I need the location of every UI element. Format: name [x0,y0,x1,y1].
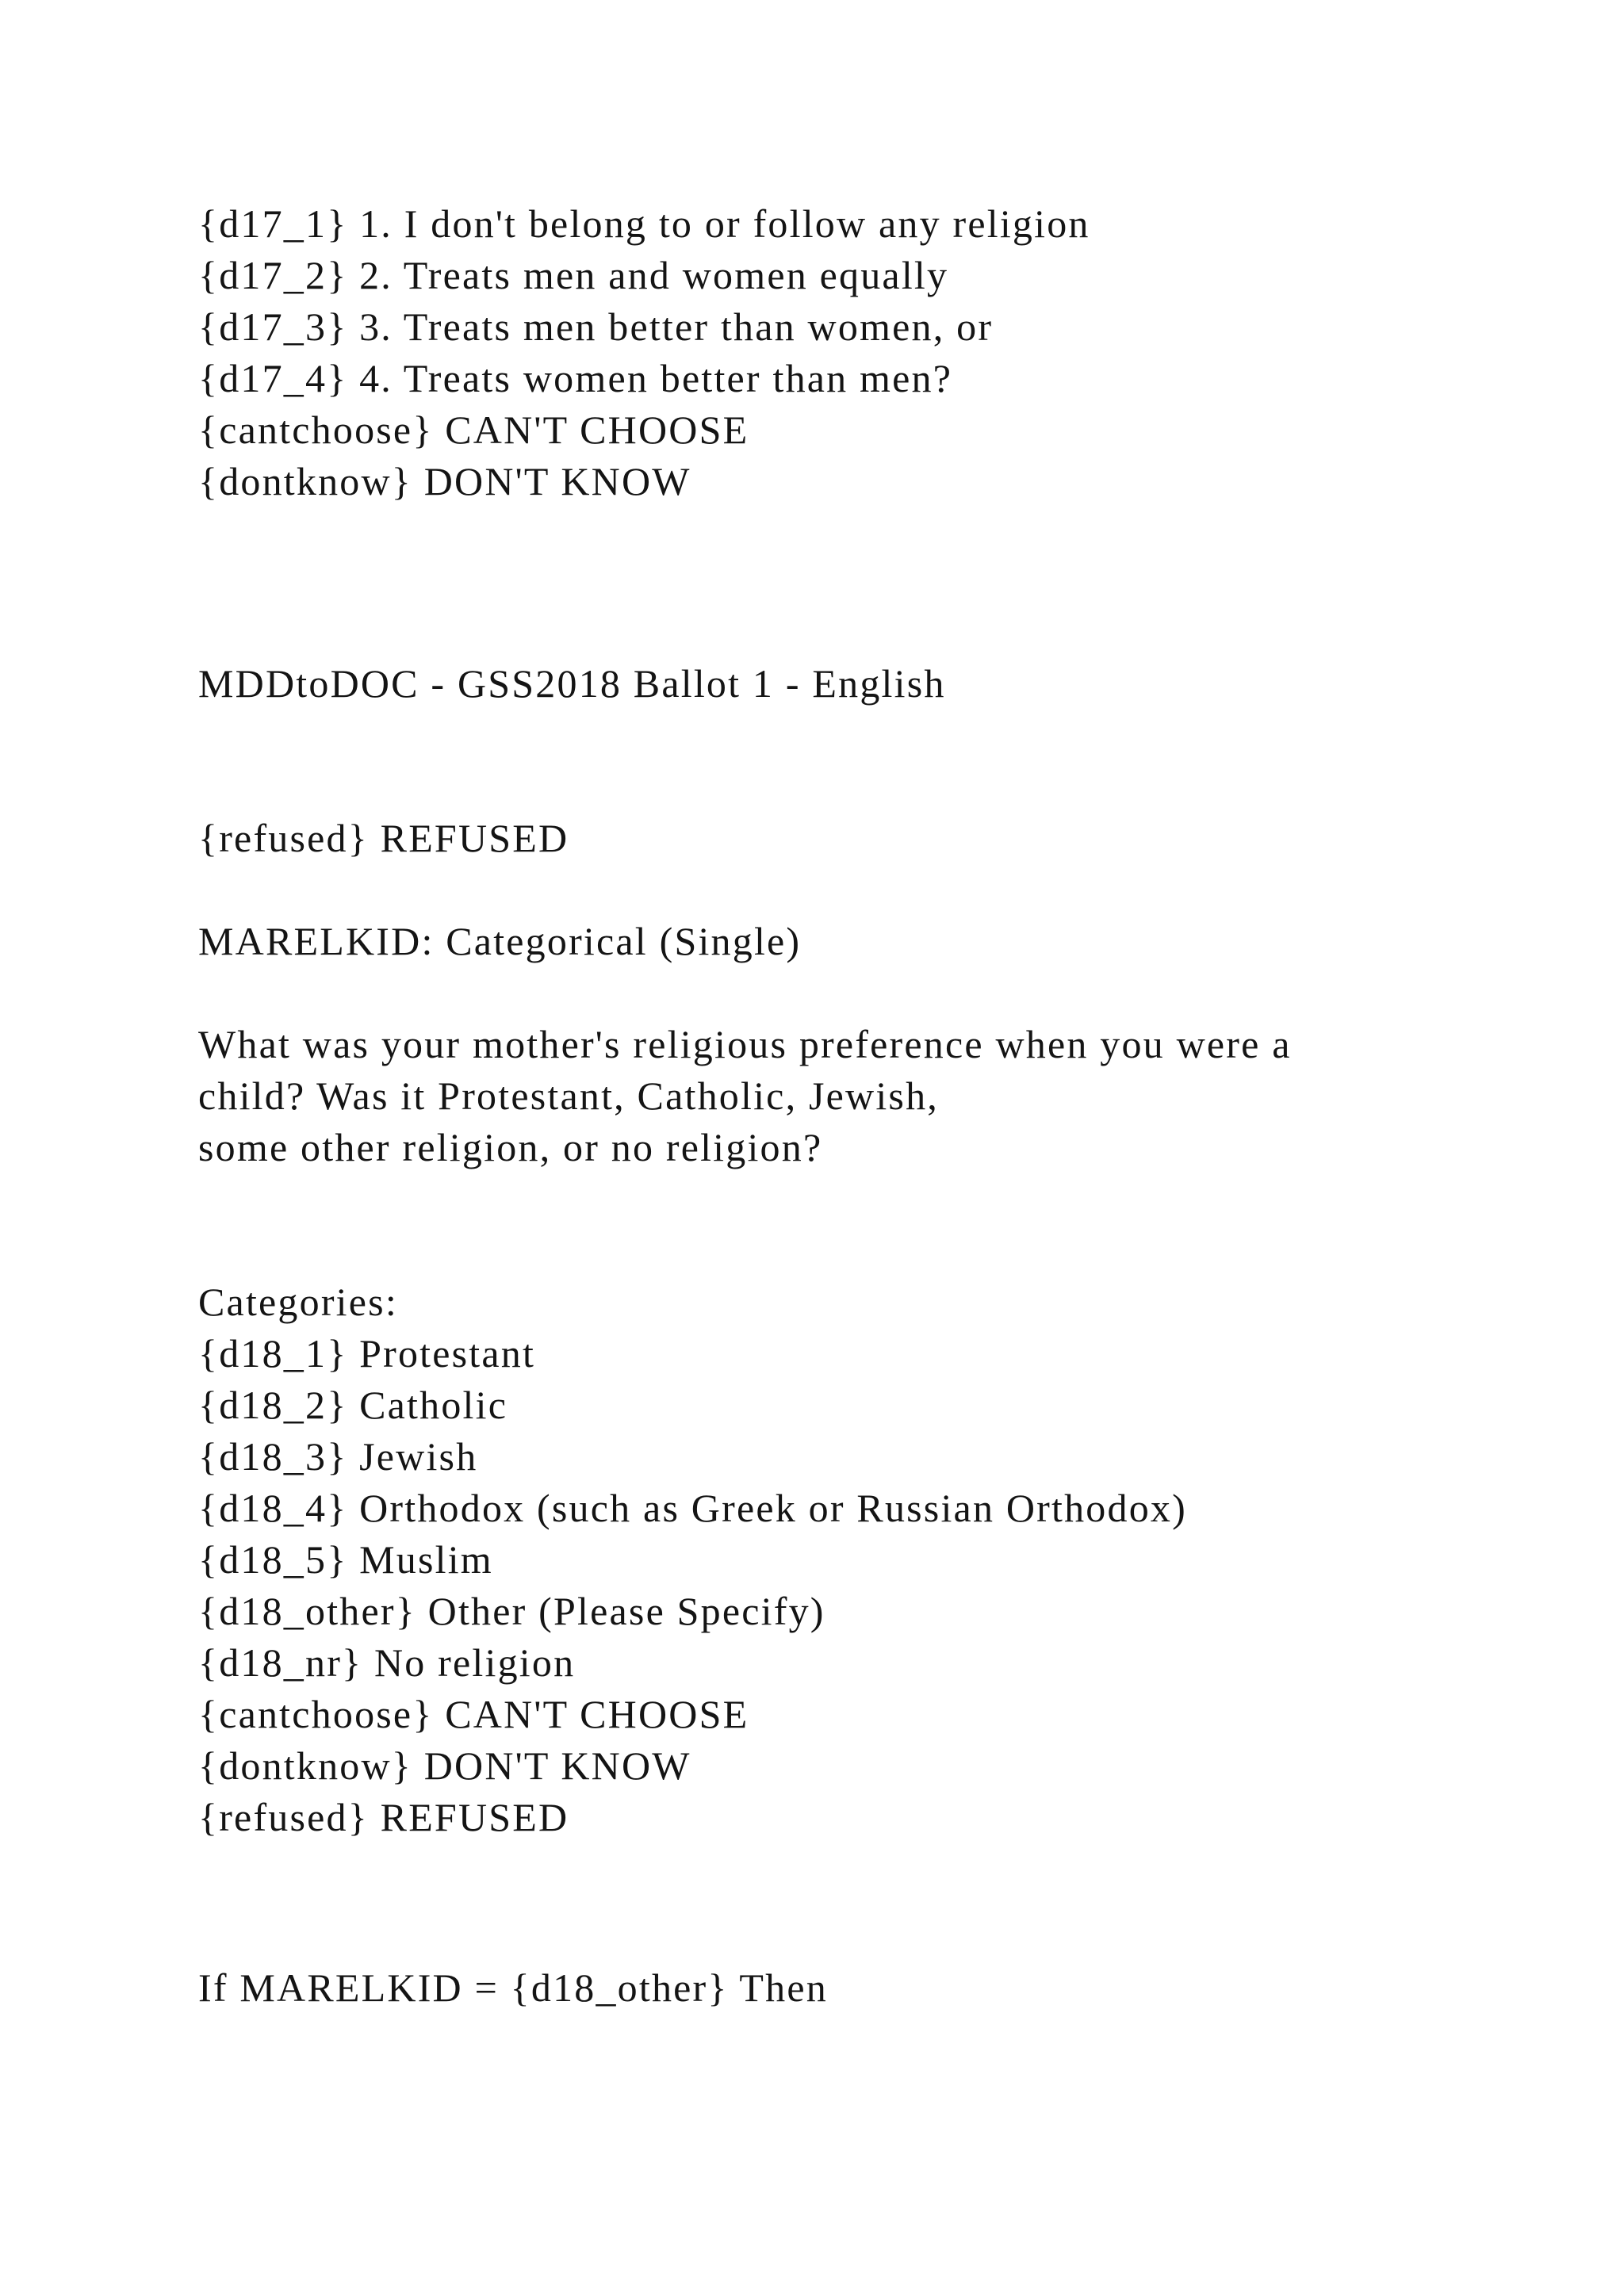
routing-condition: If MARELKID = {d18_other} Then [198,1965,828,2010]
d17-option-3: {d17_3} 3. Treats men better than women, or [198,304,994,349]
question-text-line-1: What was your mother's religious preference when you were a [198,1022,1292,1066]
d17-option-refused: {refused} REFUSED [198,816,569,860]
category-item: {cantchoose} CAN'T CHOOSE [198,1692,749,1736]
question-text-line-3: some other religion, or no religion? [198,1125,823,1169]
category-item: {d18_5} Muslim [198,1537,493,1582]
category-item: {d18_4} Orthodox (such as Greek or Russian Orthodox) [198,1486,1187,1530]
category-item: {d18_1} Protestant [198,1331,536,1376]
category-item: {d18_3} Jewish [198,1434,478,1479]
categories-heading: Categories: [198,1280,398,1324]
question-text-line-2: child? Was it Protestant, Catholic, Jewish, [198,1073,939,1118]
d17-option-cantchoose: {cantchoose} CAN'T CHOOSE [198,408,749,452]
category-item: {d18_2} Catholic [198,1383,508,1427]
category-item: {d18_nr} No religion [198,1640,576,1685]
d17-option-2: {d17_2} 2. Treats men and women equally [198,253,949,297]
category-item: {d18_other} Other (Please Specify) [198,1589,825,1633]
category-item: {refused} REFUSED [198,1795,569,1839]
category-item: {dontknow} DON'T KNOW [198,1743,691,1788]
d17-option-1: {d17_1} 1. I don't belong to or follow any religion [198,201,1090,246]
page-header: MDDtoDOC - GSS2018 Ballot 1 - English [198,661,946,706]
d17-option-4: {d17_4} 4. Treats women better than men? [198,356,953,400]
question-name-type: MARELKID: Categorical (Single) [198,919,802,963]
d17-option-dontknow: {dontknow} DON'T KNOW [198,459,691,503]
